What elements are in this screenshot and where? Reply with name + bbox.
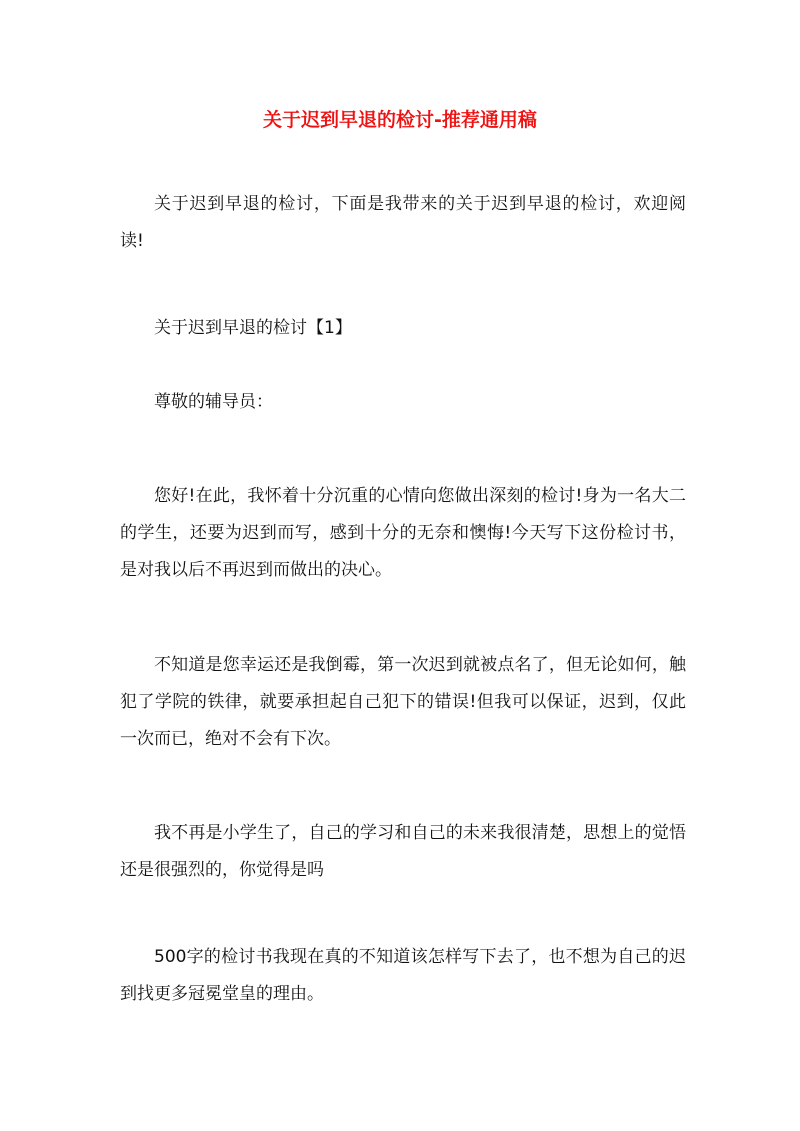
salutation: 尊敬的辅导员： <box>154 392 273 412</box>
body-paragraph: 500字的检讨书我现在真的不知道该怎样写下去了，也不想为自己的迟到找更多冠冕堂皇的理由。 <box>120 947 686 1004</box>
body-paragraph: 不知道是您幸运还是我倒霉，第一次迟到就被点名了，但无论如何，触犯了学院的铁律，就要承担起自己犯下的错误!但我可以保证，迟到，仅此一次而已，绝对不会有下次。 <box>120 655 686 749</box>
body-paragraph: 我不再是小学生了，自己的学习和自己的未来我很清楚，思想上的觉悟还是很强烈的，你觉得是吗 <box>120 823 686 880</box>
intro-paragraph: 关于迟到早退的检讨，下面是我带来的关于迟到早退的检讨，欢迎阅读! <box>120 194 686 251</box>
section-heading: 关于迟到早退的检讨【1】 <box>154 318 352 338</box>
body-paragraph: 您好!在此，我怀着十分沉重的心情向您做出深刻的检讨!身为一名大二的学生，还要为迟到而写，感到十分的无奈和懊悔!今天写下这份检讨书，是对我以后不再迟到而做出的决心。 <box>120 486 686 580</box>
document-title: 关于迟到早退的检讨-推荐通用稿 <box>263 109 537 131</box>
